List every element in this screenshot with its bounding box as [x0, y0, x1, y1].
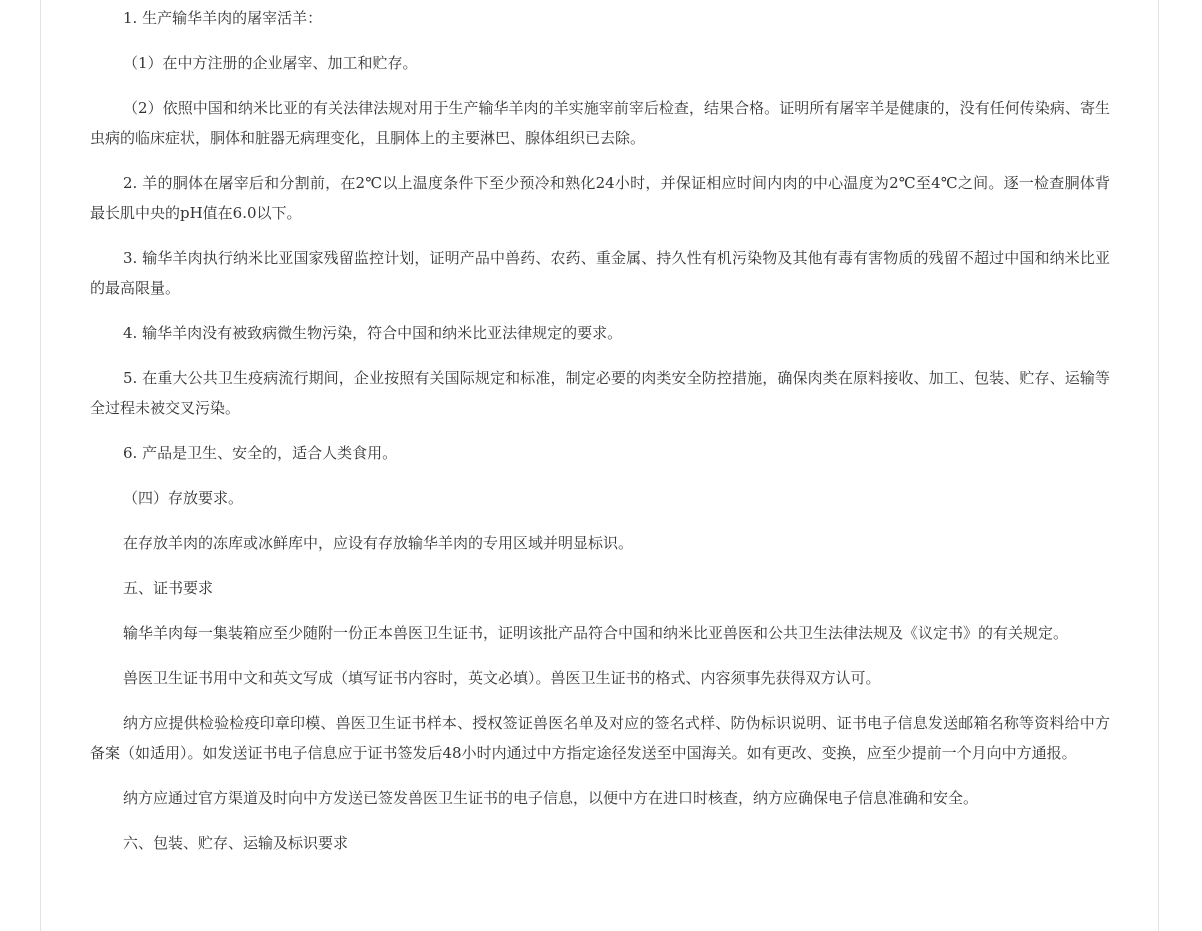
- paragraph-certificate-language: 兽医卫生证书用中文和英文写成（填写证书内容时，英文必填）。兽医卫生证书的格式、内容须事先获得双方认可。: [123, 669, 881, 687]
- paragraph-storage-area: 在存放羊肉的冻库或冰鲜库中，应设有存放输华羊肉的专用区域并明显标识。: [123, 534, 634, 552]
- section-heading-storage: （四）存放要求。: [123, 489, 244, 507]
- paragraph-registered-enterprise: （1）在中方注册的企业屠宰、加工和贮存。: [123, 54, 418, 72]
- paragraph-pathogen-free: 4. 输华羊肉没有被致病微生物污染，符合中国和纳米比亚法律规定的要求。: [123, 324, 623, 342]
- article-body: [90, 0, 1110, 858]
- content-border-left: [40, 0, 41, 931]
- paragraph-residue-monitoring: 3. 输华羊肉执行纳米比亚国家残留监控计划，证明产品中兽药、农药、重金属、持久性有机污染物及其他有毒有害物质的残留不超过中国和纳米比亚的最高限量。: [90, 249, 1110, 297]
- section-heading-packaging: 六、包装、贮存、运输及标识要求: [123, 834, 349, 852]
- section-heading-certificate: 五、证书要求: [123, 579, 214, 597]
- paragraph-inspection: （2）依照中国和纳米比亚的有关法律法规对用于生产输华羊肉的羊实施宰前宰后检查，结果合格。证明所有屠宰羊是健康的，没有任何传染病、寄生虫病的临床症状，胴体和脏器无病理变化，且胴体上的主要淋巴、腺体组织已去除。: [90, 99, 1110, 147]
- paragraph-certificate-filing: 纳方应提供检验检疫印章印模、兽医卫生证书样本、授权签证兽医名单及对应的签名式样、防伪标识说明、证书电子信息发送邮箱名称等资料给中方备案（如适用）。如发送证书电子信息应于证书签发后48小时内通过中方指定途径发送至中国海关。如有更改、变换，应至少提前一个月向中方通报。: [90, 714, 1110, 762]
- paragraph-carcass-chilling: 2. 羊的胴体在屠宰后和分割前，在2℃以上温度条件下至少预冷和熟化24小时，并保证相应时间内肉的中心温度为2℃至4℃之间。逐一检查胴体背最长肌中央的pH值在6.0以下。: [90, 174, 1110, 222]
- paragraph-fit-for-consumption: 6. 产品是卫生、安全的，适合人类食用。: [123, 444, 398, 462]
- paragraph-epidemic-control: 5. 在重大公共卫生疫病流行期间，企业按照有关国际规定和标准，制定必要的肉类安全防控措施，确保肉类在原料接收、加工、包装、贮存、运输等全过程未被交叉污染。: [90, 369, 1110, 417]
- paragraph-certificate-per-container: 输华羊肉每一集装箱应至少随附一份正本兽医卫生证书，证明该批产品符合中国和纳米比亚兽医和公共卫生法律法规及《议定书》的有关规定。: [123, 624, 1069, 642]
- paragraph-electronic-info: 纳方应通过官方渠道及时向中方发送已签发兽医卫生证书的电子信息，以便中方在进口时核查，纳方应确保电子信息准确和安全。: [123, 789, 979, 807]
- paragraph-slaughter-heading: 1. 生产输华羊肉的屠宰活羊：: [123, 9, 323, 27]
- content-border-right: [1158, 0, 1159, 931]
